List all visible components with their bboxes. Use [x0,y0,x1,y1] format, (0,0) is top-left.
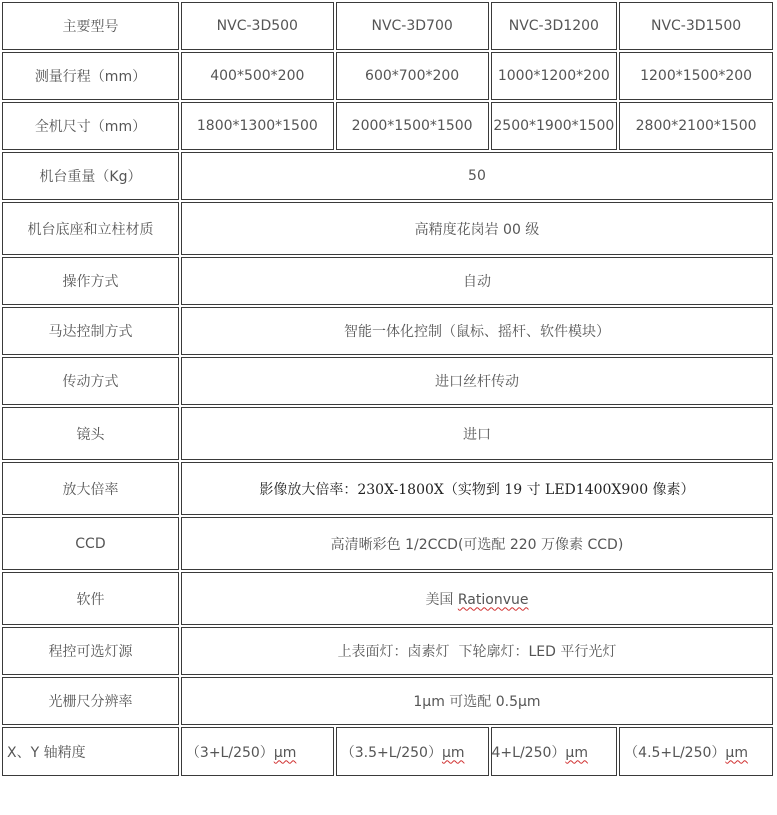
ccd-value: 高清晰彩色 1/2CCD(可选配 220 万像素 CCD) [181,517,773,570]
accuracy-value [491,727,618,776]
size-label: 全机尺寸（mm） [2,102,179,150]
model-nvc-3d500: NVC-3D500 [181,2,334,50]
row-base-material [2,202,773,255]
model-nvc-3d700: NVC-3D700 [336,2,489,50]
row-operation [2,257,773,305]
base-material-value: 高精度花岗岩 00 级 [181,202,773,255]
software-prefix: 美国 [425,591,458,608]
row-accuracy [2,727,773,776]
travel-value: 400*500*200 [181,52,334,100]
accuracy-label: X、Y 轴精度 [2,727,179,776]
size-value: 2500*1900*1500 [491,102,618,150]
travel-label: 测量行程（mm） [2,52,179,100]
lens-value: 进口 [181,407,773,460]
operation-value: 自动 [181,257,773,305]
row-weight [2,152,773,200]
weight-value: 50 [181,152,773,200]
base-material-label: 机台底座和立柱材质 [2,202,179,255]
model-label: 主要型号 [2,2,179,50]
model-nvc-3d1500: NVC-3D1500 [619,2,773,50]
accuracy-value [619,727,773,776]
accuracy-unit: μm [725,744,748,761]
row-grating [2,677,773,725]
row-light [2,627,773,675]
size-value: 2000*1500*1500 [336,102,489,150]
travel-value: 600*700*200 [336,52,489,100]
row-lens [2,407,773,460]
accuracy-value [181,727,334,776]
row-ccd [2,517,773,570]
light-label: 程控可选灯源 [2,627,179,675]
grating-value: 1μm 可选配 0.5μm [181,677,773,725]
motor-control-value: 智能一体化控制（鼠标、摇杆、软件模块） [181,307,773,355]
accuracy-formula: （3+L/250） [185,744,274,761]
travel-value: 1000*1200*200 [491,52,618,100]
accuracy-unit: μm [565,744,588,761]
software-name: Rationvue [457,591,529,608]
motor-control-label: 马达控制方式 [2,307,179,355]
lens-label: 镜头 [2,407,179,460]
size-value: 2800*2100*1500 [619,102,773,150]
ccd-label: CCD [2,517,179,570]
light-value: 上表面灯：卤素灯 下轮廓灯：LED 平行光灯 [181,627,773,675]
size-value: 1800*1300*1500 [181,102,334,150]
transmission-label: 传动方式 [2,357,179,405]
software-label: 软件 [2,572,179,625]
row-size [2,102,773,150]
row-travel [2,52,773,100]
row-model [2,2,773,50]
model-nvc-3d1200: NVC-3D1200 [491,2,618,50]
accuracy-formula: （3.5+L/250） [340,744,442,761]
row-software [2,572,773,625]
travel-value: 1200*1500*200 [619,52,773,100]
accuracy-formula: （4.5+L/250） [624,744,726,761]
weight-label: 机台重量（Kg） [2,152,179,200]
transmission-value: 进口丝杆传动 [181,357,773,405]
row-motor-control [2,307,773,355]
magnification-value: 影像放大倍率：230X-1800X（实物到 19 寸 LED1400X900 像素） [181,462,773,515]
row-transmission [2,357,773,405]
accuracy-unit: μm [273,744,297,761]
magnification-label: 放大倍率 [2,462,179,515]
accuracy-value [336,727,489,776]
grating-label: 光栅尺分辨率 [2,677,179,725]
accuracy-formula: 4+L/250） [491,744,566,761]
row-magnification [2,462,773,515]
accuracy-unit: μm [441,744,465,761]
software-value [181,572,773,625]
operation-label: 操作方式 [2,257,179,305]
